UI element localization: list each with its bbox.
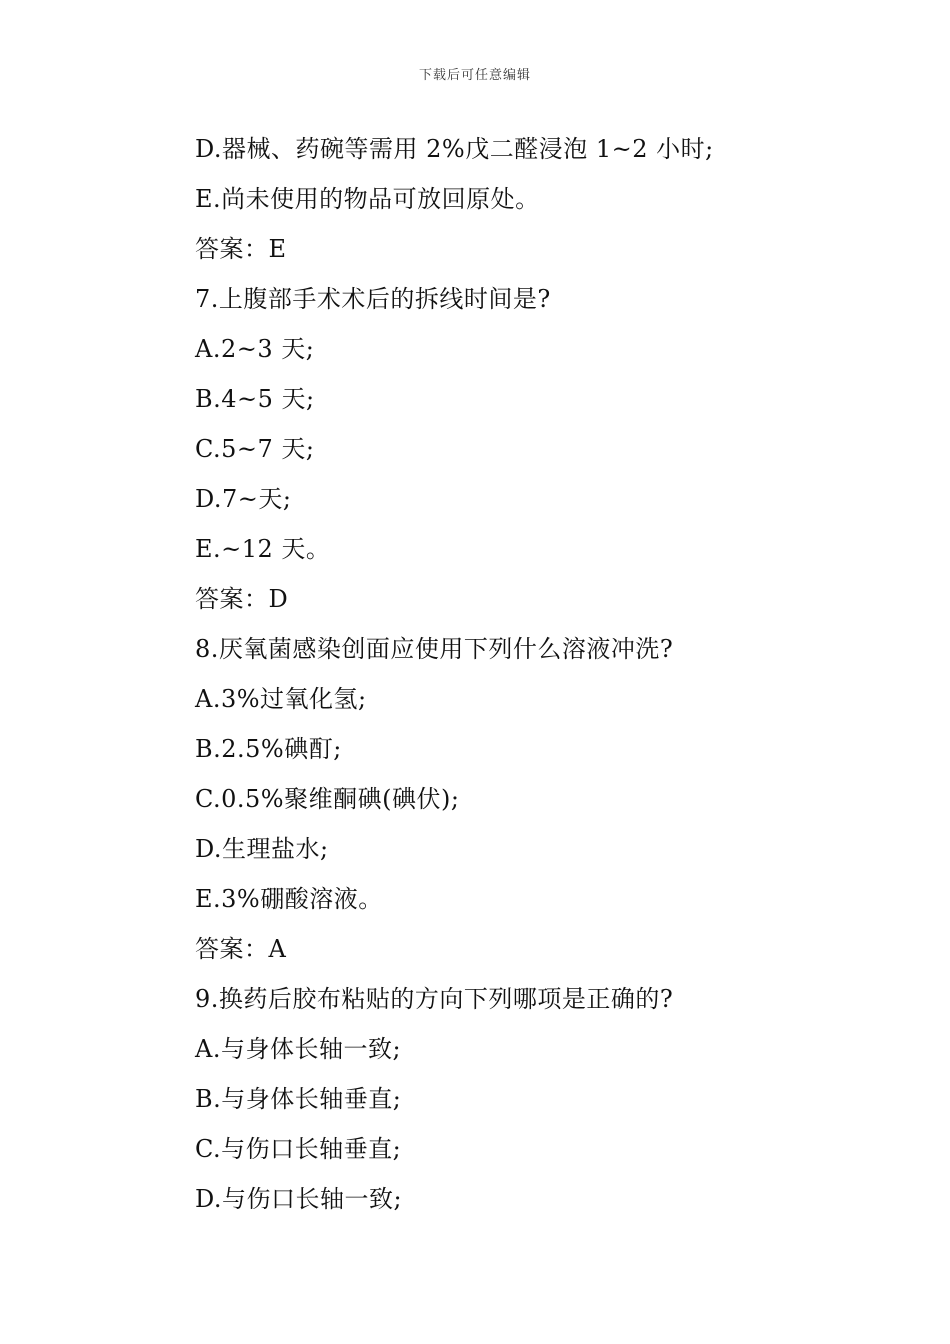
option-d-q7: D.7~天; xyxy=(195,485,292,513)
answer-q6: 答案：E xyxy=(195,235,287,263)
answer-q8: 答案：A xyxy=(195,935,287,963)
option-a-q7: A.2~3 天; xyxy=(195,335,315,363)
option-d-q8: D.生理盐水; xyxy=(195,835,329,863)
answer-q7: 答案：D xyxy=(195,585,289,613)
option-a-q8: A.3%过氧化氢; xyxy=(195,685,367,713)
document-body xyxy=(195,128,895,1228)
question-8: 8.厌氧菌感染创面应使用下列什么溶液冲洗? xyxy=(195,635,674,663)
option-e-q6: E.尚未使用的物品可放回原处。 xyxy=(195,185,540,213)
option-d-q6: D.器械、药碗等需用 2%戊二醛浸泡 1~2 小时; xyxy=(195,135,714,163)
page-header: 下载后可任意编辑 xyxy=(418,68,531,83)
question-9: 9.换药后胶布粘贴的方向下列哪项是正确的? xyxy=(195,985,674,1013)
option-d-q9: D.与伤口长轴一致; xyxy=(195,1185,403,1213)
option-c-q7: C.5~7 天; xyxy=(195,435,315,463)
option-b-q8: B.2.5%碘酊; xyxy=(195,735,342,763)
option-b-q9: B.与身体长轴垂直; xyxy=(195,1085,402,1113)
question-7: 7.上腹部手术术后的拆线时间是? xyxy=(195,285,551,313)
option-c-q8: C.0.5%聚维酮碘(碘伏); xyxy=(195,785,460,813)
option-e-q7: E.~12 天。 xyxy=(195,535,331,563)
option-c-q9: C.与伤口长轴垂直; xyxy=(195,1135,402,1163)
option-b-q7: B.4~5 天; xyxy=(195,385,315,413)
option-e-q8: E.3%硼酸溶液。 xyxy=(195,885,383,913)
option-a-q9: A.与身体长轴一致; xyxy=(195,1035,402,1063)
